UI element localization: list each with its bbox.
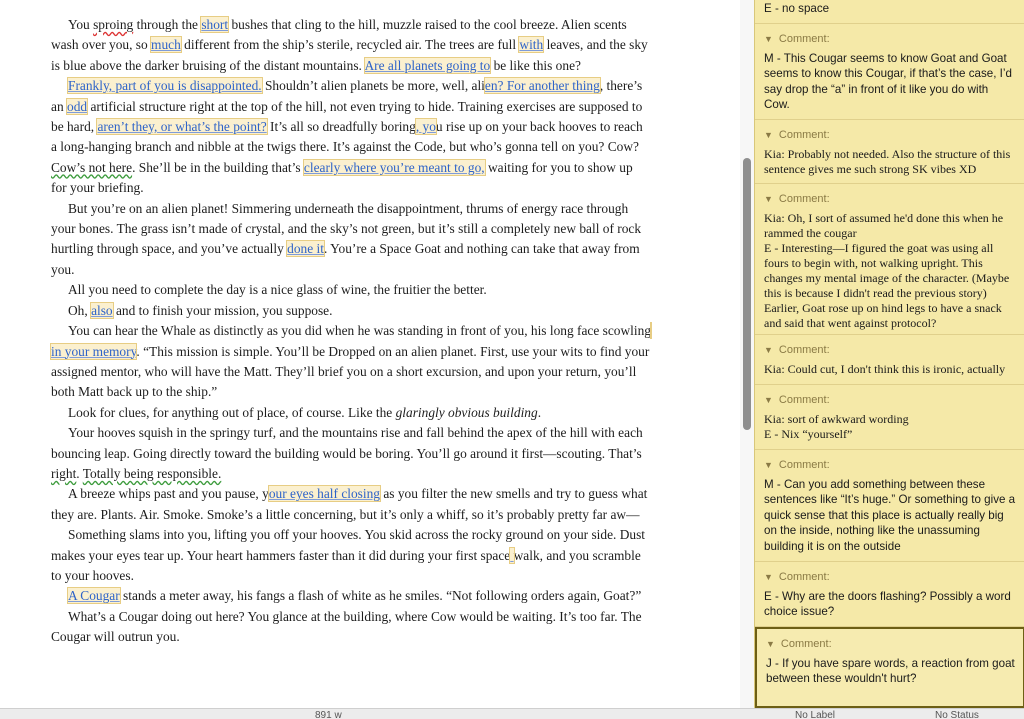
text-run: , there’s an	[51, 78, 643, 114]
comment-label: Comment:	[778, 459, 830, 471]
comment-card[interactable]	[755, 120, 1024, 184]
comment-text[interactable]: E - Why are the doors flashing? Possibly a word choice issue?	[764, 590, 1015, 619]
text-run: But you’re on an alien planet! Simmering underneath the disappointment, thrums of energy race through your bones. The grass isn’t made of crystal, and the sky’s not green, but it’s still a completely new ball of rock hurtling through space, and you’ve actually	[51, 200, 642, 257]
text-run: bushes that cling to the hill, muzzle raised to the cool breeze. Alien scents wash over you, so	[51, 17, 627, 53]
comment-card[interactable]	[755, 0, 1024, 24]
paragraph[interactable]	[51, 403, 651, 423]
commented-text[interactable]: with	[519, 37, 544, 53]
comment-label: Comment:	[778, 193, 830, 205]
paragraph[interactable]	[51, 321, 651, 403]
text-run: It’s all so dreadfully boring	[266, 119, 416, 135]
collapse-triangle-icon[interactable]: ▼	[764, 194, 773, 204]
commented-text[interactable]: our eyes half closing	[268, 486, 380, 502]
commented-text[interactable]: en? For another thing	[484, 78, 600, 94]
comment-text[interactable]: M - This Cougar seems to know Goat and Goat seems to know this Cougar, if that’s the case, I’d say drop the “a” in front of it like you do with Cow.	[764, 52, 1016, 112]
collapse-triangle-icon[interactable]: ▼	[764, 34, 773, 44]
comment-header[interactable]	[764, 190, 1017, 208]
text-run: as you filter the new smells and try to guess what they are. Plants. Air. Smoke. Smoke’s a little concerning, but it’s only a whiff, so it’s probably pretty far aw—	[51, 486, 648, 522]
paragraph[interactable]	[51, 76, 651, 198]
status-bar	[0, 708, 1024, 719]
collapse-triangle-icon[interactable]: ▼	[764, 345, 773, 355]
paragraph[interactable]	[51, 525, 651, 586]
comment-header[interactable]	[764, 568, 1017, 586]
comment-card[interactable]	[755, 627, 1024, 708]
comment-header[interactable]	[766, 635, 1015, 653]
text-run: Something slams into you, lifting you off your hooves. You skid across the rocky ground on your side. Dust makes your eyes tear up. Your heart hammers faster than it did during your first space	[51, 527, 646, 563]
comment-label: Comment:	[778, 33, 830, 45]
grammar-flag[interactable]: right	[51, 465, 77, 481]
text-run: artificial structure right at the top of the hill, not even trying to hide. Training exercises are supposed to be hard,	[51, 98, 643, 135]
text-run: Shouldn’t alien planets be more, well, ali	[261, 78, 485, 94]
comment-text[interactable]: Kia: Oh, I sort of assumed he'd done this when he rammed the cougar E - Interesting—I figured the goat was using all fours to begin with, not walking upright. This changes my mental image of the character. (Maybe this is because I didn't read the previous story) Earlier, Goat rose up on hind legs to have a snack and said that went against protocol?	[764, 211, 1010, 330]
comment-label: Comment:	[780, 638, 832, 650]
text-run: You can hear the Whale as distinctly as you did when he was standing in front of you, his long face scowling	[68, 323, 652, 339]
italic-text: glaringly obvious building	[395, 404, 538, 420]
text-run: u rise up on your back hooves to reach a long-hanging branch and nibble at the twigs there. It’s against the Code, but who’s gonna tell on you? Cow?	[51, 119, 643, 155]
text-run: All you need to complete the day is a nice glass of wine, the fruitier the better.	[68, 282, 487, 298]
text-run: . “This mission is simple. You’ll be Dropped on an alien planet. First, use your wits to find your assigned mentor, who will have the Matt. They’ll brief you on a short excursion, and upon your return, you’ll both Matt back up to the ship.”	[51, 343, 650, 400]
commented-text[interactable]: A Cougar	[68, 588, 120, 604]
comment-header[interactable]	[764, 456, 1017, 474]
paragraph[interactable]	[51, 423, 651, 484]
text-run: Look for clues, for anything out of place, of course. Like the	[68, 404, 396, 420]
collapse-triangle-icon[interactable]: ▼	[764, 572, 773, 582]
text-run: leaves, and the sky is blue above the darker bruising of the distant mountains.	[51, 37, 648, 73]
text-run: You	[68, 17, 94, 32]
collapse-triangle-icon[interactable]: ▼	[766, 639, 775, 649]
text-run: stands a meter away, his fangs a flash of white as he smiles. “Not following orders again, Goat?”	[119, 588, 642, 604]
text-run: . She’ll be in the building that’s	[132, 159, 304, 175]
label-selector[interactable]: No Label	[795, 710, 836, 719]
collapse-triangle-icon[interactable]: ▼	[764, 395, 773, 405]
comment-card[interactable]	[755, 24, 1024, 120]
commented-text[interactable]: Are all planets going to	[364, 57, 491, 73]
comment-card[interactable]	[755, 184, 1024, 335]
status-selector[interactable]: No Status	[935, 710, 979, 719]
comment-header[interactable]	[764, 126, 1017, 144]
text-run: Your hooves squish in the springy turf, and the mountains rise and fall behind the apex of the hill with each bouncing leap. Going directly toward the building would be boring. You’ll go around it first—scouting. That’s	[51, 425, 643, 461]
paragraph[interactable]	[51, 484, 651, 525]
commented-text[interactable]: clearly where you’re meant to go,	[303, 159, 485, 175]
commented-text[interactable]: odd	[67, 98, 88, 114]
comment-card[interactable]	[755, 450, 1024, 562]
grammar-flag[interactable]: Cow’s not here	[51, 159, 133, 175]
editor-scrollbar-thumb[interactable]	[743, 158, 751, 430]
comment-header[interactable]	[764, 341, 1017, 359]
text-run: Oh,	[68, 302, 92, 318]
paragraph[interactable]	[51, 586, 651, 606]
comment-label: Comment:	[778, 571, 830, 583]
text-run: waiting for you to show up for your briefing.	[51, 159, 633, 196]
manuscript-text[interactable]	[51, 15, 651, 648]
comment-label: Comment:	[778, 344, 830, 356]
comment-text[interactable]: Kia: Probably not needed. Also the structure of this sentence gives me such strong SK vibes XD	[764, 147, 1014, 176]
text-run: different from the ship’s sterile, recycled air. The trees are full	[180, 37, 520, 53]
comment-text[interactable]: J - If you have spare words, a reaction from goat between these wouldn't hurt?	[766, 657, 1018, 686]
word-count: 891 w	[315, 710, 342, 719]
text-run: walk, and you scramble to your hooves.	[51, 547, 641, 583]
collapse-triangle-icon[interactable]: ▼	[764, 460, 773, 470]
commented-text[interactable]: aren’t they, or what’s the point?	[97, 119, 267, 135]
commented-text[interactable]: , yo	[415, 119, 436, 135]
commented-text[interactable]: Frankly, part of you is disappointed.	[68, 78, 262, 94]
comment-label: Comment:	[778, 129, 830, 141]
text-run: What’s a Cougar doing out here? You glance at the building, where Cow would be waiting. It’s too far. The Cougar will outrun you.	[51, 608, 642, 645]
paragraph[interactable]	[51, 199, 651, 281]
commented-text[interactable]: done it	[287, 241, 324, 257]
paragraph[interactable]	[51, 280, 651, 300]
paragraph[interactable]	[51, 301, 651, 321]
comment-header[interactable]	[764, 391, 1017, 409]
text-run: through the	[133, 17, 202, 32]
comment-text[interactable]: E - no space	[764, 2, 830, 15]
comment-card[interactable]	[755, 562, 1024, 627]
paragraph[interactable]	[51, 15, 651, 76]
spelling-flag[interactable]: sproing	[93, 17, 134, 32]
text-run: and to finish your mission, you suppose.	[112, 302, 333, 318]
grammar-flag[interactable]: Totally being responsible.	[82, 465, 222, 481]
comment-text[interactable]: M - Can you add something between these sentences like “It’s huge.” Or something to give a quick sense that this place is actually really big on the inside, nothing like the unassuming building it is on the outside	[764, 478, 1019, 553]
comment-label: Comment:	[778, 394, 830, 406]
commented-text[interactable]: also	[91, 302, 113, 318]
paragraph[interactable]	[51, 607, 651, 648]
text-run: be like this one?	[490, 57, 581, 73]
comment-header[interactable]	[764, 30, 1017, 48]
comments-panel	[754, 0, 1024, 708]
text-run: A breeze whips past and you pause, y	[68, 486, 269, 502]
text-run: .	[76, 465, 83, 481]
comment-text[interactable]: Kia: sort of awkward wording E - Nix “yourself”	[764, 412, 909, 441]
commented-text[interactable]: in your memory	[51, 343, 137, 359]
collapse-triangle-icon[interactable]: ▼	[764, 130, 773, 140]
comment-text[interactable]: Kia: Could cut, I don't think this is ironic, actually	[764, 362, 1006, 376]
comment-card[interactable]	[755, 335, 1024, 385]
commented-text[interactable]: short	[201, 17, 229, 32]
text-run: .	[537, 404, 542, 420]
comment-card[interactable]	[755, 385, 1024, 450]
text-run: . You’re a Space Goat and nothing can take that away from you.	[51, 241, 640, 277]
commented-text[interactable]: much	[151, 37, 181, 53]
